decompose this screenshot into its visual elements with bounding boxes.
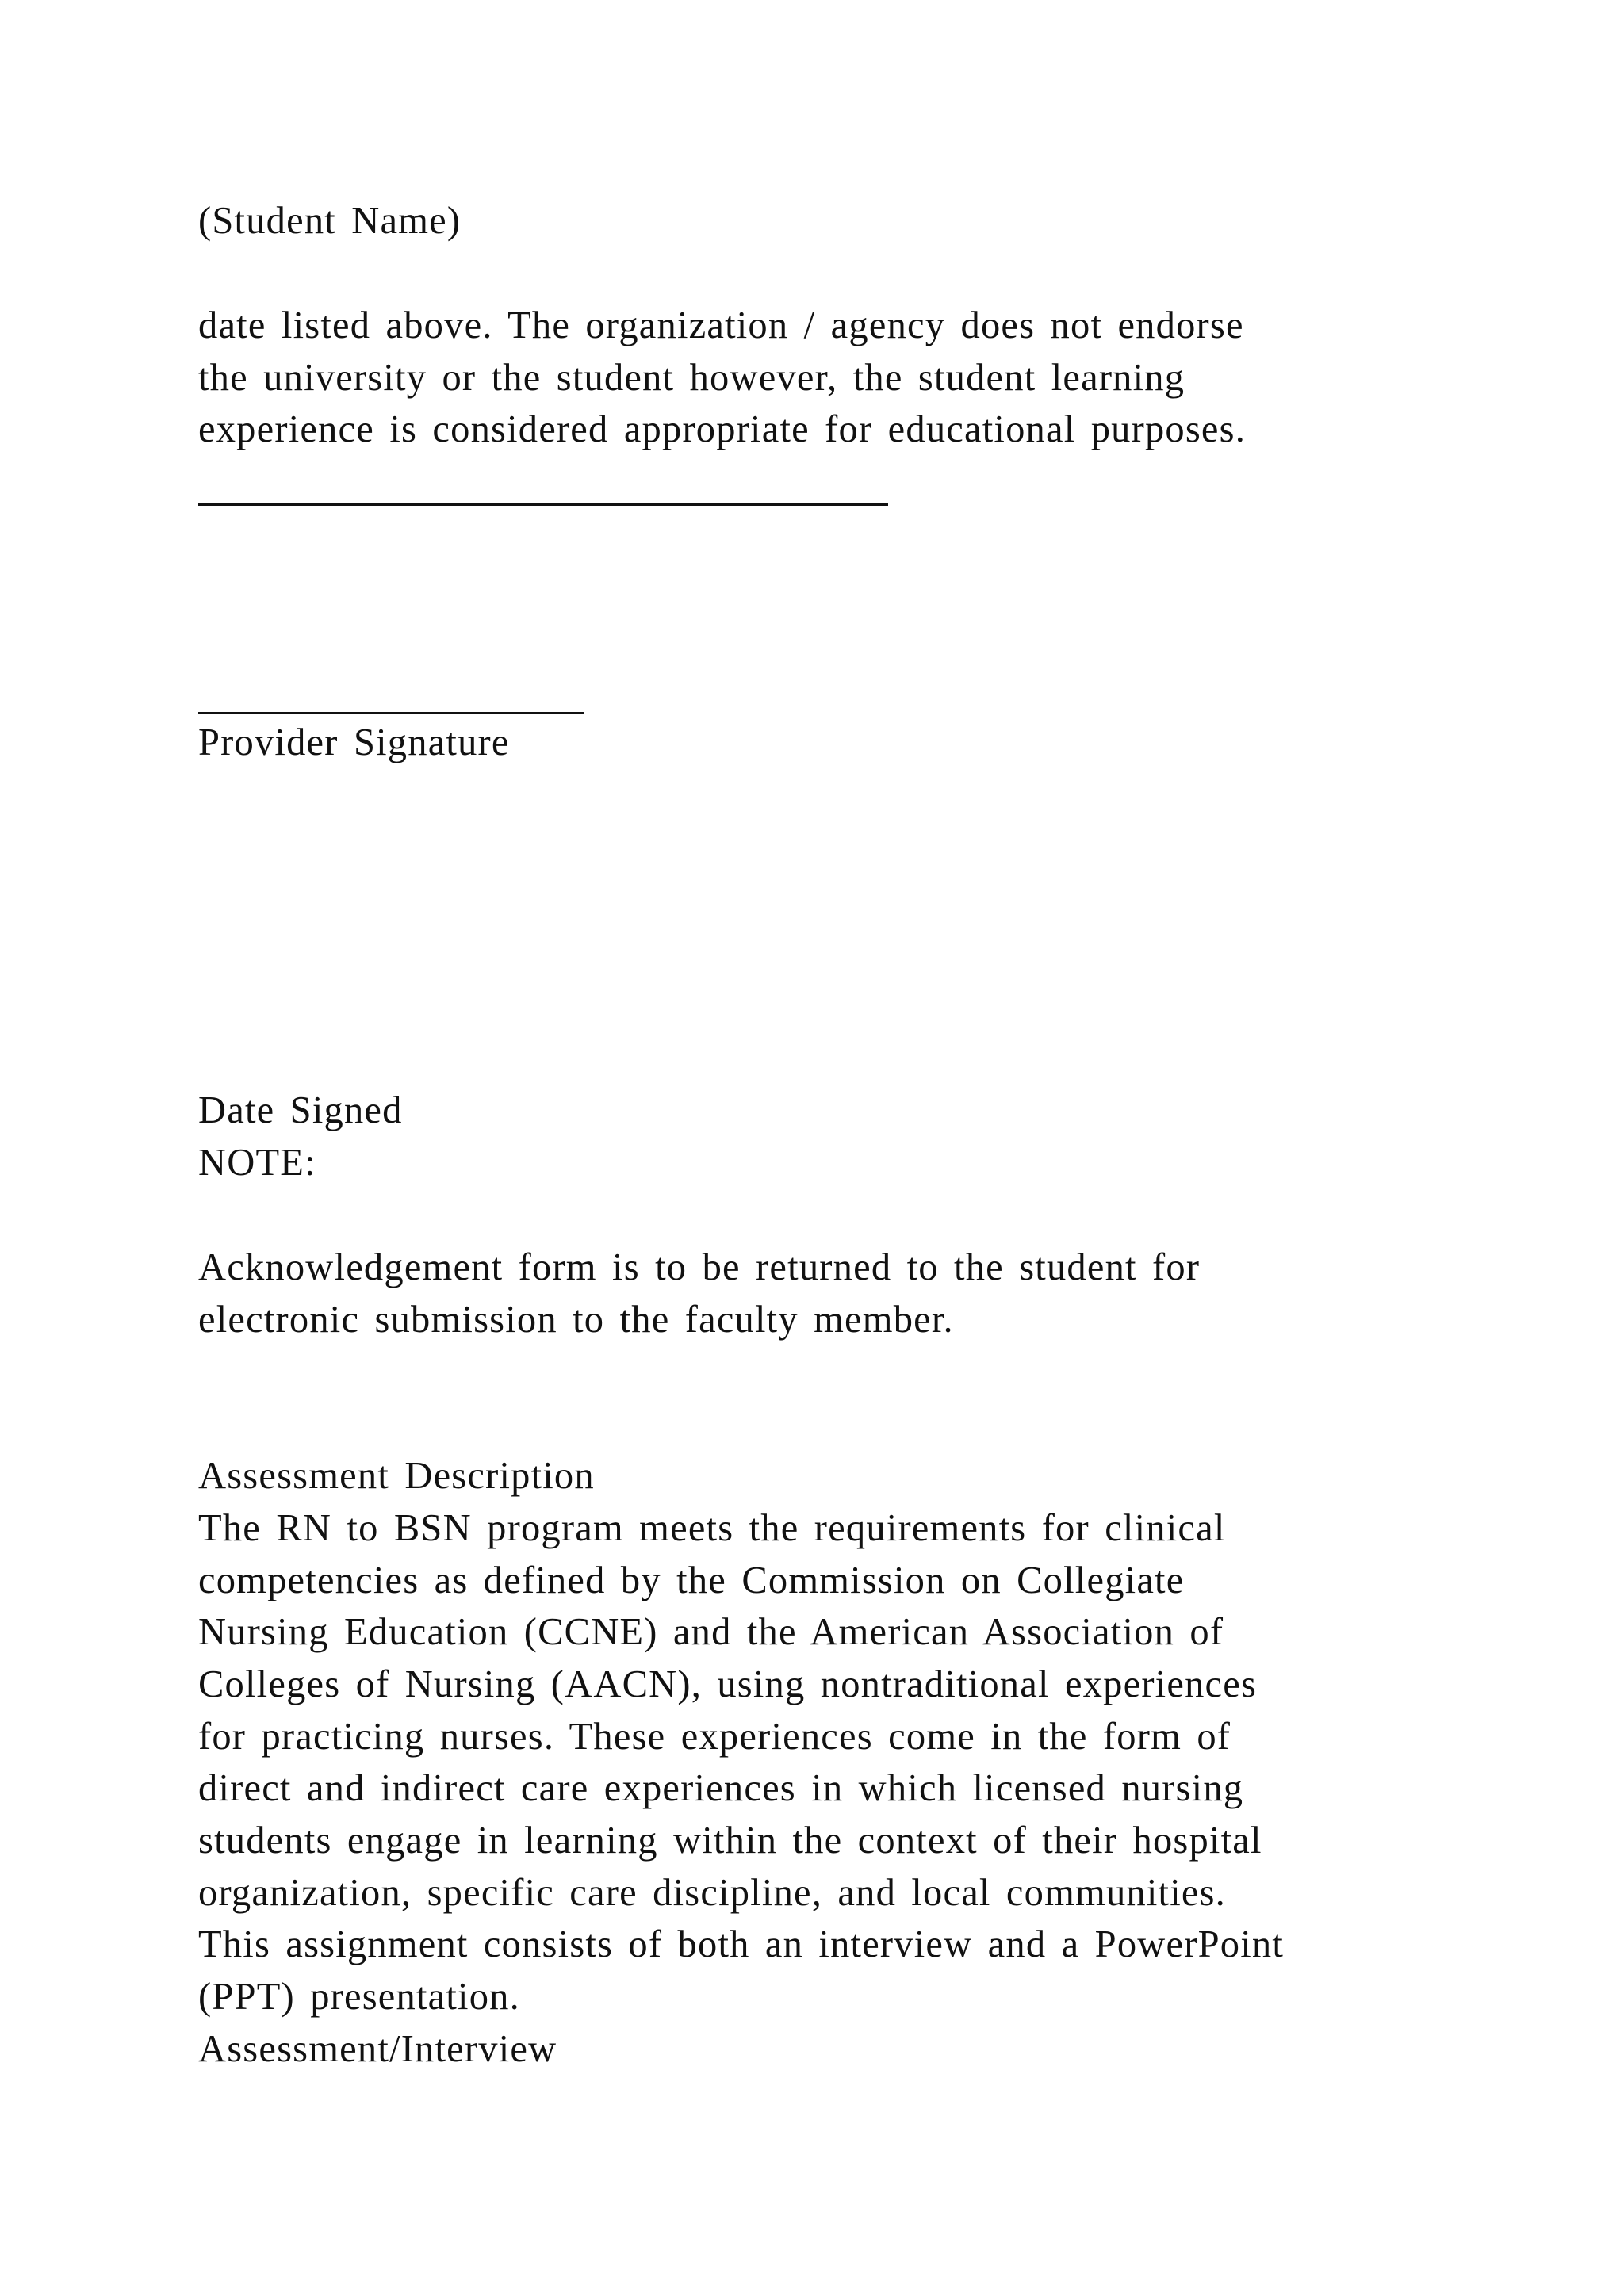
assessment-line-6: direct and indirect care experiences in which licensed nursing (198, 1767, 1244, 1809)
student-signature-line (198, 503, 888, 506)
provider-signature-label: Provider Signature (198, 721, 510, 763)
assessment-line-1: The RN to BSN program meets the requirements for clinical (198, 1507, 1226, 1549)
assessment-line-8: organization, specific care discipline, and local communities. (198, 1872, 1226, 1914)
acknowledgement-line-2: the university or the student however, the student learning (198, 357, 1185, 399)
provider-signature-line (198, 712, 584, 714)
assessment-heading: Assessment Description (198, 1455, 595, 1497)
note-line-2: electronic submission to the faculty member. (198, 1299, 954, 1341)
assessment-line-3: Nursing Education (CCNE) and the American Association of (198, 1611, 1224, 1653)
date-signed-label: Date Signed (198, 1089, 403, 1131)
assessment-line-5: for practicing nurses. These experiences come in the form of (198, 1716, 1231, 1758)
student-name-label: (Student Name) (198, 200, 462, 242)
assessment-line-2: competencies as defined by the Commission on Collegiate (198, 1559, 1185, 1601)
acknowledgement-line-1: date listed above. The organization / agency does not endorse (198, 304, 1244, 346)
assessment-line-9: This assignment consists of both an interview and a PowerPoint (198, 1923, 1285, 1965)
assessment-line-10: (PPT) presentation. (198, 1976, 520, 2018)
acknowledgement-line-3: experience is considered appropriate for educational purposes. (198, 408, 1247, 450)
assessment-line-7: students engage in learning within the context of their hospital (198, 1820, 1262, 1862)
interview-heading: Assessment/Interview (198, 2028, 557, 2070)
note-line-1: Acknowledgement form is to be returned to the student for (198, 1246, 1201, 1288)
note-label: NOTE: (198, 1142, 316, 1184)
assessment-line-4: Colleges of Nursing (AACN), using nontraditional experiences (198, 1663, 1258, 1705)
